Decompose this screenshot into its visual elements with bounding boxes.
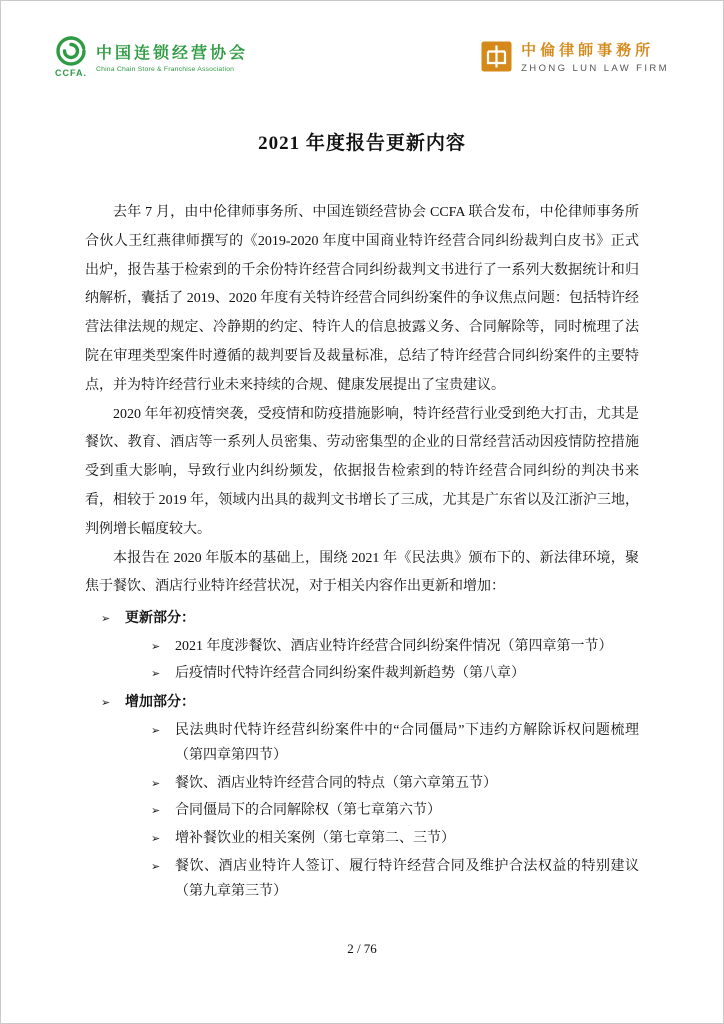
- arrow-bullet-icon: ➢: [151, 724, 161, 737]
- list-item: [151, 634, 639, 660]
- page-title: 2021 年度报告更新内容: [258, 133, 466, 154]
- list-item-add-section: [101, 690, 639, 716]
- page-number: 2 / 76: [347, 941, 377, 956]
- list-item: [151, 718, 639, 769]
- list-item-text: 餐饮、酒店业特许人签订、履行特许经营合同及维护合法权益的特别建议（第九章第三节）: [175, 858, 639, 900]
- list-item: [151, 771, 639, 797]
- paragraph-2: 2020 年年初疫情突袭，受疫情和防疫措施影响，特许经营行业受到绝大打击，尤其是餐饮、教育、酒店等一系列人员密集、劳动密集型的企业的日常经营活动因疫情防控措施受到重大影响，导致行业内纠纷频发，依据报告检索到的特许经营合同纠纷的判决书来看，相较于 2019 年，领域内出具的裁判文书增长了三成，尤其是广东省以及江浙沪三地，判例增长幅度较大。: [85, 406, 639, 537]
- zhonglun-seal-icon: [481, 41, 512, 72]
- list-item-text: 2021 年度涉餐饮、酒店业特许经营合同纠纷案件情况（第四章第一节）: [175, 638, 613, 654]
- zhonglun-name-cn: 中倫律師事務所: [521, 43, 655, 59]
- arrow-bullet-icon: ➢: [151, 777, 161, 790]
- arrow-bullet-icon: ➢: [101, 613, 111, 626]
- page-header: [1, 1, 723, 78]
- zhonglun-name-en: ZHONG LUN LAW FIRM: [521, 63, 669, 74]
- list-item: [151, 798, 639, 824]
- list-item: [151, 661, 639, 687]
- ccfa-name-cn: 中国连锁经营协会: [96, 45, 249, 62]
- list-item: [151, 826, 639, 852]
- ccfa-swirl-icon: [53, 35, 89, 67]
- arrow-bullet-icon: ➢: [151, 640, 161, 653]
- arrow-bullet-icon: ➢: [151, 860, 161, 873]
- paragraph-3: 本报告在 2020 年版本的基础上，围绕 2021 年《民法典》颁布下的、新法律环境，聚焦于餐饮、酒店行业特许经营状况，对于相关内容作出更新和增加：: [85, 550, 639, 595]
- ccfa-logo-mark: [53, 35, 89, 78]
- zhonglun-logo: [481, 39, 669, 74]
- list-item-text: 合同僵局下的合同解除权（第七章第六节）: [175, 803, 441, 819]
- arrow-bullet-icon: ➢: [151, 832, 161, 845]
- list-item-text: 餐饮、酒店业特许经营合同的特点（第六章第五节）: [175, 775, 497, 791]
- list-item-update-section: [101, 606, 639, 632]
- list-item: [151, 854, 639, 905]
- paragraph-1: 去年 7 月，由中伦律师事务所、中国连锁经营协会 CCFA 联合发布，中伦律师事务所合伙人王红燕律师撰写的《2019-2020 年度中国商业特许经营合同纠纷裁判白皮书》正式出炉，报告基于检索到的千余份特许经营合同纠纷裁判文书进行了一系列大数据统计和归纳解析，囊括了 2019、2020 年度有关特许经营合同纠纷案件的争议焦点问题：包括特许经营法律法规的规定、冷静期的约定、特许人的信息披露义务、合同解除等，同时梳理了法院在审理类型案件时遵循的裁判要旨及裁量标准，总结了特许经营合同纠纷案件的主要特点，并为特许经营行业未来持续的合规、健康发展提出了宝贵建议。: [85, 205, 639, 393]
- ccfa-names: [96, 40, 248, 73]
- ccfa-name-en: China Chain Store & Franchise Association: [96, 66, 235, 73]
- document-body: [1, 199, 723, 905]
- list-section-label: 更新部分：: [125, 611, 195, 627]
- list-item-text: 增补餐饮业的相关案例（第七章第二、三节）: [175, 830, 455, 846]
- arrow-bullet-icon: ➢: [151, 805, 161, 818]
- ccfa-logo: [53, 35, 248, 78]
- arrow-bullet-icon: ➢: [151, 668, 161, 681]
- update-list: [85, 606, 639, 905]
- ccfa-abbr-label: CCFA.: [55, 68, 87, 78]
- arrow-bullet-icon: ➢: [101, 696, 111, 709]
- zhonglun-names: [521, 39, 669, 74]
- list-section-label: 增加部分：: [125, 694, 195, 710]
- list-item-text: 后疫情时代特许经营合同纠纷案件裁判新趋势（第八章）: [175, 666, 525, 682]
- list-item-text: 民法典时代特许经营纠纷案件中的“合同僵局”下违约方解除诉权问题梳理（第四章第四节）: [175, 722, 639, 764]
